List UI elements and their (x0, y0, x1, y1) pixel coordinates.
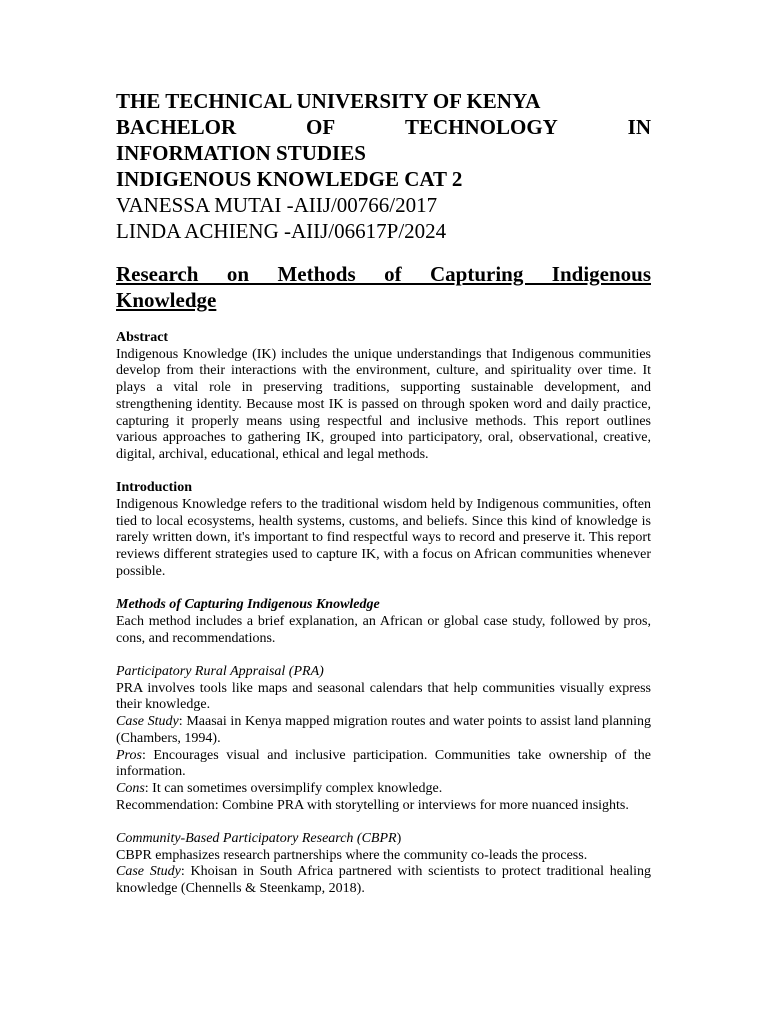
pros-text: : Encourages visual and inclusive participation. Communities take ownership of the information. (116, 747, 651, 780)
introduction-section (116, 480, 651, 580)
pra-recommendation: Recommendation: Combine PRA with storytelling or interviews for more nuanced insights. (116, 797, 629, 813)
cons-label: Cons (116, 780, 145, 796)
pra-heading: Participatory Rural Appraisal (PRA) (116, 664, 324, 680)
cbpr-heading (116, 831, 651, 848)
abstract-body: Indigenous Knowledge (IK) includes the unique understandings that Indigenous communities develop from their interactions with the environment, culture, and spirituality over time. It plays a vital role in preserving traditions, supporting sustainable development, and strengthening identity. Because most IK is passed on through spoken word and daily practice, capturing it properly means using respectful and inclusive methods. This report outlines various approaches to gathering IK, grouped into participatory, oral, observational, creative, digital, archival, educational, ethical and legal methods. (116, 346, 651, 462)
cbpr-heading-close: ) (396, 831, 402, 847)
cbpr-description: CBPR emphasizes research partnerships where the community co-leads the process. (116, 847, 588, 863)
pra-description: PRA involves tools like maps and seasonal calendars that help communities visually express their knowledge. (116, 680, 651, 713)
programme-word: TECHNOLOGY (404, 115, 558, 139)
introduction-heading: Introduction (116, 480, 192, 496)
author-name: LINDA ACHIENG -AIIJ/06617P/2024 (116, 219, 447, 243)
cbpr-section (116, 831, 651, 898)
pra-cons (116, 781, 651, 798)
programme-word: BACHELOR (116, 115, 237, 139)
document-header (116, 88, 651, 244)
abstract-section (116, 330, 651, 464)
case-study-label: Case Study (116, 714, 179, 730)
programme-word: IN (627, 115, 651, 139)
report-title-line: Research on Methods of Capturing Indigenous (116, 262, 651, 286)
pra-case-study (116, 714, 651, 747)
report-title (116, 261, 651, 313)
case-study-label: Case Study (116, 864, 181, 880)
report-title-line: Knowledge (116, 288, 217, 312)
introduction-body: Indigenous Knowledge refers to the traditional wisdom held by Indigenous communities, often tied to local ecosystems, health systems, customs, and beliefs. Since this kind of knowledge is rarely written down, it's important to find respectful ways to record and preserve it. This report reviews different strategies used to capture IK, with a focus on African communities whenever possible. (116, 497, 651, 579)
pra-pros (116, 748, 651, 781)
methods-heading: Methods of Capturing Indigenous Knowledge (116, 597, 380, 613)
author-name: VANESSA MUTAI -AIIJ/00766/2017 (116, 193, 438, 217)
case-study-text: : Maasai in Kenya mapped migration routes and water points to assist land planning (Chambers, 1994). (116, 714, 651, 746)
cons-text: : It can sometimes oversimplify complex knowledge. (144, 780, 443, 796)
programme-line (116, 114, 651, 140)
document-page (116, 88, 651, 898)
abstract-heading: Abstract (116, 330, 169, 345)
pra-section (116, 664, 651, 814)
course-title: INDIGENOUS KNOWLEDGE CAT 2 (116, 167, 463, 191)
case-study-text: : Khoisan in South Africa partnered with scientists to protect traditional healing knowledge (Chennells & Steenkamp, 2018). (116, 864, 651, 897)
methods-section (116, 597, 651, 647)
cbpr-case-study (116, 864, 651, 897)
methods-body: Each method includes a brief explanation, an African or global case study, followed by pros, cons, and recommendations. (116, 613, 651, 646)
programme-line-continued: INFORMATION STUDIES (116, 141, 366, 165)
university-name: THE TECHNICAL UNIVERSITY OF KENYA (116, 89, 541, 113)
cbpr-heading-text: Community-Based Participatory Research (CBPR (116, 831, 397, 847)
programme-word: OF (306, 115, 336, 139)
pros-label: Pros (116, 747, 142, 763)
